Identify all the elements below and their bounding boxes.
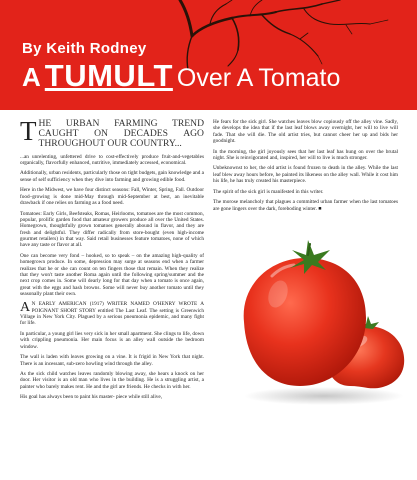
body-paragraph: The spirit of the sick girl is manifested in this writer.: [213, 188, 324, 195]
body-paragraph: The morose melancholy that plagues a committed urban farmer when the last tomatoes are gone lingers over the dark, foreboding winter. ■: [213, 199, 398, 212]
body-paragraph: Unbeknownst to her, the old artist is found frozen to death in the alley. While the last leaf blew away hours before, he painted its likeness on the alley wall. While it cost him his life, he has truly created his masterpiece.: [213, 165, 398, 185]
body-paragraph: He fears for the sick girl. She watches leaves blow copiously off the alley vine. Sadly, she develops the idea that if the last leaf blows away overnight, her will to live will fade. That she will die. The old artist tries, but cannot cheer her up and bids her goodnight.: [213, 119, 398, 145]
article-column-right: [213, 119, 398, 216]
drop-cap: A: [20, 299, 31, 315]
article-deck: [20, 116, 204, 150]
body-paragraph: In particular, a young girl lies very sick in her small apartment. She clings to life, down with crippling pneumonia. Her main focus is an alley wall outside the bedroom window.: [20, 330, 204, 350]
section-lead-paragraph: [20, 301, 204, 326]
title-word-tumult: TUMULT: [44, 58, 173, 93]
body-paragraph: His goal has always been to paint his master- piece while still alive,: [20, 394, 163, 401]
body-paragraph: ...an unrelenting, unfettered drive to cost-effectively produce fruit-and-vegetables organically, flavorfully enhanced, nutritive, immediately accessed, economical.: [20, 153, 204, 166]
byline: By Keith Rodney: [22, 40, 147, 57]
deck-text: HE URBAN FARMING TREND CAUGHT ON DECADES AGO THROUGHOUT OUR COUNTRY...: [38, 118, 204, 150]
body-paragraph: The wall is laden with leaves growing on a vine. It is frigid in New York that night. There is an incessant, sub-zero howling wind through the alley.: [20, 354, 204, 367]
title-rest: Over A Tomato: [176, 64, 341, 92]
title-word-a: A: [22, 62, 41, 92]
body-paragraph: As the sick child watches leaves randomly blowing away, she hears a knock on her door. Her visitor is an old man who lives in the building. He is a struggling artist, a painter who barely makes rent. He and the girl are friends. He checks in with her.: [20, 371, 204, 390]
title-banner: [0, 0, 417, 110]
drop-cap: T: [20, 116, 37, 146]
tomatoes-illustration: [232, 236, 410, 406]
body-paragraph: One can become very fond – hooked, so to speak – on the amazing high-quality of homegrown produce. In some, depression may surge at seasons end when a farmer realizes that he or she can count on ten fingers those that remain. When they realize that they won't taste another Roma again until the following spring/summer and the next crop comes in. Some will dearly long for that day when a tomato is once again, great with the eggs and hash browns. Some will never buy another tomato until they seasonally plant their own.: [20, 252, 204, 297]
body-paragraph: In the morning, the girl joyously sees that her last leaf has hung on over the brutal night. She is reinvigorated and, inspired, her will to live is much stronger.: [213, 148, 398, 161]
body-paragraph: Here in the Midwest, we have four distinct seasons: Fall, Winter, Spring, Fall. Outdoor food–growing is done mid-May through mid-September at best, an inevitable drawback if one relies on farming as a food need.: [20, 187, 204, 207]
large-tomato-icon: [244, 240, 366, 386]
article-title: [22, 58, 340, 94]
body-paragraph: Additionally, urban residents, particularly those on tight budgets, gain knowledge and a sense of self sufficiency when they dive into farming and growing edible food.: [20, 170, 204, 183]
body-paragraph: Tomatoes: Early Girls, Beefsteaks, Romas, Heirlooms, tomatoes are the most common, popular, prolific garden food that amateur growers produce all over the United States. Homegrown, thoughtfully grown tomatoes generally abound in flavor, and they are fresh and delightful. They differ radically from store-bought (even high-income gourmet retailers) in that way. Said retail businesses feature tomatoes, none of which have any taste or flavor at all.: [20, 210, 204, 249]
section-lead-text: N EARLY AMERICAN (1917) WRITER NAMED O'HENRY WROTE A POIGNANT SHORT STORY entitled The Last Leaf. The setting is Greenwich Village in New York City. Plagued by a serious pneumonia epidemic, and many fight for life.: [20, 301, 204, 327]
article-column-left: [20, 116, 204, 405]
